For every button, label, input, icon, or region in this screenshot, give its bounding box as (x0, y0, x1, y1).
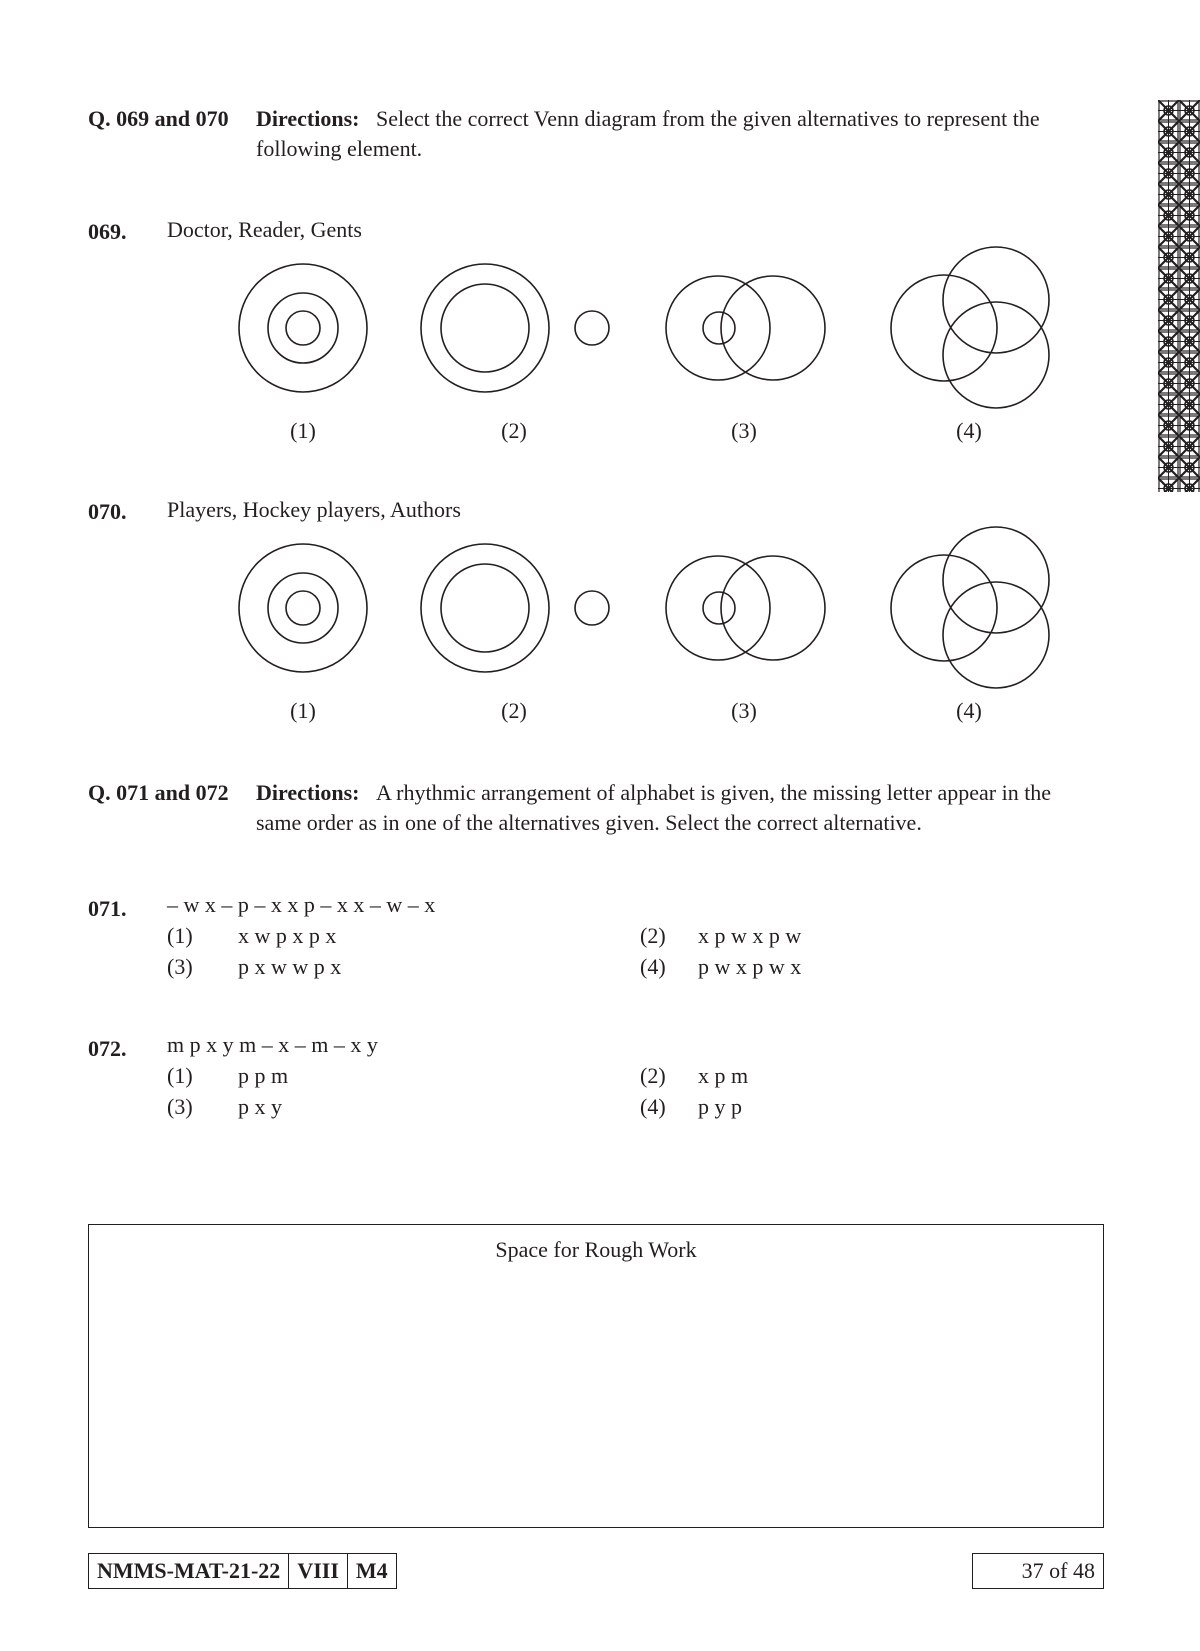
footer-medium: M4 (355, 1558, 388, 1583)
question-number: 069. (88, 219, 127, 244)
letter-sequence: m p x y m – x – m – x y (167, 1032, 378, 1057)
option-value: p w x p w x (698, 954, 802, 979)
question-070 (88, 495, 1108, 535)
option-label: (1) (290, 698, 316, 723)
directions-question-range: Q. 071 and 072 (88, 780, 229, 805)
option-value: x w p x p x (238, 923, 337, 948)
venn-option-4 (891, 527, 1049, 688)
rough-work-box (88, 1224, 1104, 1528)
footer-page-number: 37 of 48 (972, 1553, 1104, 1589)
directions-text-line2: same order as in one of the alternatives given. Select the correct alternative. (256, 810, 922, 835)
directions-question-range: Q. 069 and 070 (88, 106, 229, 131)
question-text: Doctor, Reader, Gents (167, 217, 362, 242)
question-number: 072. (88, 1036, 127, 1061)
directions-heading: Directions: (256, 780, 360, 805)
venn-option-1 (239, 544, 367, 672)
venn-option-2 (421, 544, 609, 672)
option-number: (1) (167, 923, 193, 948)
option-number: (2) (640, 1063, 666, 1088)
footer-class: VIII (289, 1554, 348, 1588)
directions-heading: Directions: (256, 106, 360, 131)
option-value: p x w w p x (238, 954, 342, 979)
question-text: Players, Hockey players, Authors (167, 497, 461, 522)
letter-sequence: – w x – p – x x p – x x – w – x (167, 892, 436, 917)
question-number: 071. (88, 896, 127, 921)
option-label: (4) (956, 698, 982, 723)
option-number: (2) (640, 923, 666, 948)
option-label: (3) (731, 698, 757, 723)
option-number: (4) (640, 1094, 666, 1119)
option-number: (1) (167, 1063, 193, 1088)
question-071 (88, 890, 1108, 980)
question-number: 070. (88, 499, 127, 524)
option-label: (1) (290, 418, 316, 443)
option-number: (3) (167, 1094, 193, 1119)
option-number: (3) (167, 954, 193, 979)
venn-option-3 (666, 556, 825, 660)
option-label: (3) (731, 418, 757, 443)
directions-text-line1: A rhythmic arrangement of alphabet is given, the missing letter appear in the (376, 780, 1052, 805)
option-number: (4) (640, 954, 666, 979)
directions-text-line1: Select the correct Venn diagram from the given alternatives to represent the (376, 106, 1040, 131)
option-label: (2) (501, 698, 527, 723)
directions-text-line2: following element. (256, 136, 423, 161)
option-value: p p m (238, 1063, 289, 1088)
option-value: p y p (698, 1094, 742, 1119)
footer-exam-code: NMMS-MAT-21-22 (89, 1554, 289, 1588)
rough-work-title: Space for Rough Work (495, 1237, 697, 1262)
directions-071-072 (88, 778, 1108, 842)
option-label: (4) (956, 418, 982, 443)
directions-069-070 (88, 104, 1108, 168)
option-value: p x y (238, 1094, 282, 1119)
option-value: x p w x p w (698, 923, 802, 948)
footer-paper-code (88, 1553, 397, 1589)
option-value: x p m (698, 1063, 749, 1088)
margin-decorative-pattern (1158, 100, 1200, 492)
option-label: (2) (501, 418, 527, 443)
question-072 (88, 1030, 1108, 1120)
